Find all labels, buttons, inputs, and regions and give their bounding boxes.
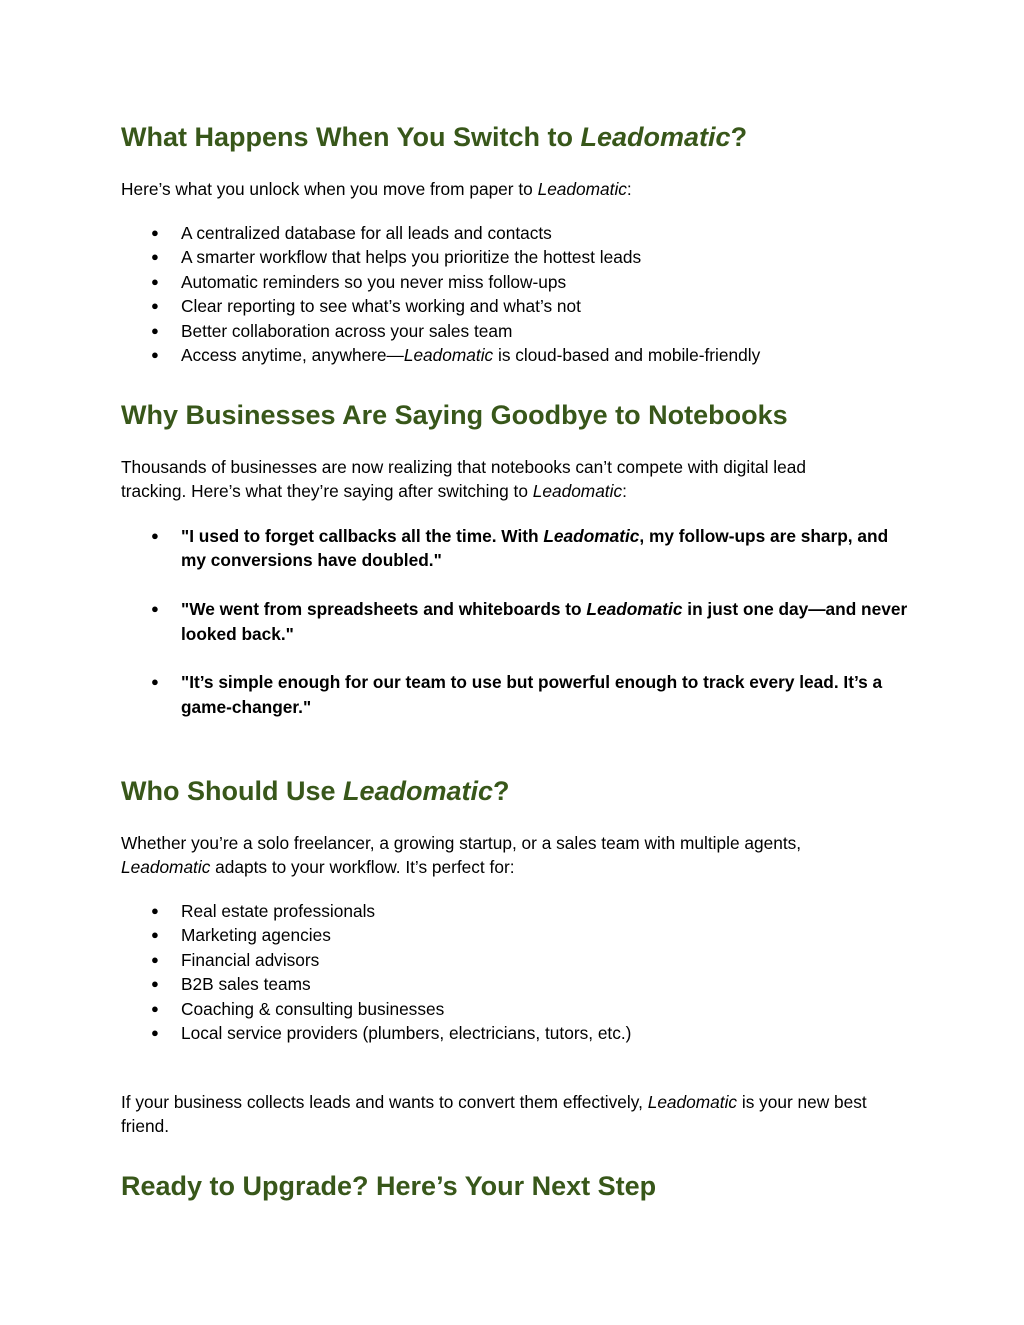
list-item: ● Better collaboration across your sales team <box>121 319 911 343</box>
bullet-icon: ● <box>151 951 159 967</box>
list-item: ● Automatic reminders so you never miss follow-ups <box>121 270 911 294</box>
list-item: ● Coaching & consulting businesses <box>121 997 911 1021</box>
brand-name: Leadomatic <box>580 122 731 152</box>
section-heading-notebooks: Why Businesses Are Saying Goodbye to Notebooks <box>121 400 788 430</box>
bullet-icon: ● <box>151 528 159 543</box>
bullet-icon: ● <box>151 674 159 690</box>
bullet-icon: ● <box>151 1025 159 1041</box>
bullet-icon: ● <box>151 249 159 265</box>
list-item: ● A smarter workflow that helps you prioritize the hottest leads <box>121 245 911 269</box>
list-item: ● Financial advisors <box>121 948 911 972</box>
bullet-icon: ● <box>151 601 159 617</box>
section-closing: If your business collects leads and wants to convert them effectively, Leadomatic is your new best friend. <box>121 1092 867 1137</box>
bullet-icon: ● <box>151 298 159 314</box>
list-item: ● Access anytime, anywhere—Leadomatic is cloud-based and mobile-friendly <box>121 343 911 367</box>
list-item: ● B2B sales teams <box>121 972 911 996</box>
section-heading-upgrade: Ready to Upgrade? Here’s Your Next Step <box>121 1171 657 1201</box>
bullet-icon: ● <box>151 347 159 363</box>
section-intro-thousands: Thousands of businesses are now realizing that notebooks can’t compete with digital lead tracking. Here’s what they’re saying after switching to Leadomatic: <box>121 457 806 502</box>
list-item: ● Real estate professionals <box>121 899 911 923</box>
bullet-icon: ● <box>151 273 159 289</box>
list-item: ● Local service providers (plumbers, electricians, tutors, etc.) <box>121 1021 911 1045</box>
testimonials-list <box>121 524 911 744</box>
section-intro-unlock: Here’s what you unlock when you move from paper to Leadomatic: <box>121 179 632 199</box>
testimonial-item: ● "We went from spreadsheets and whiteboards to Leadomatic in just one day—and never looked back." <box>151 599 908 644</box>
bullet-icon: ● <box>151 1000 159 1016</box>
testimonial-item: ● "It’s simple enough for our team to use but powerful enough to track every lead. It’s a game-changer." <box>151 672 883 717</box>
bullet-icon: ● <box>151 927 159 943</box>
section-heading-who: Who Should Use Leadomatic? <box>121 776 510 806</box>
benefits-list <box>121 221 911 367</box>
brand-name: Leadomatic <box>343 776 494 806</box>
bullet-icon: ● <box>151 225 159 240</box>
list-item: ● Marketing agencies <box>121 923 911 947</box>
testimonial-item: ● "I used to forget callbacks all the time. With Leadomatic, my follow-ups are sharp, and my conversions have doubled." <box>151 526 889 571</box>
audience-list <box>121 899 911 1045</box>
list-item: ● Clear reporting to see what’s working and what’s not <box>121 294 911 318</box>
section-intro-whether: Whether you’re a solo freelancer, a growing startup, or a sales team with multiple agents, Leadomatic adapts to your workflow. It’s perfect for: <box>121 833 802 878</box>
list-item: ● A centralized database for all leads and contacts <box>121 221 911 245</box>
bullet-icon: ● <box>151 322 159 338</box>
section-heading-switch: What Happens When You Switch to Leadomatic? <box>121 122 748 152</box>
bullet-icon: ● <box>151 903 159 918</box>
bullet-icon: ● <box>151 976 159 992</box>
